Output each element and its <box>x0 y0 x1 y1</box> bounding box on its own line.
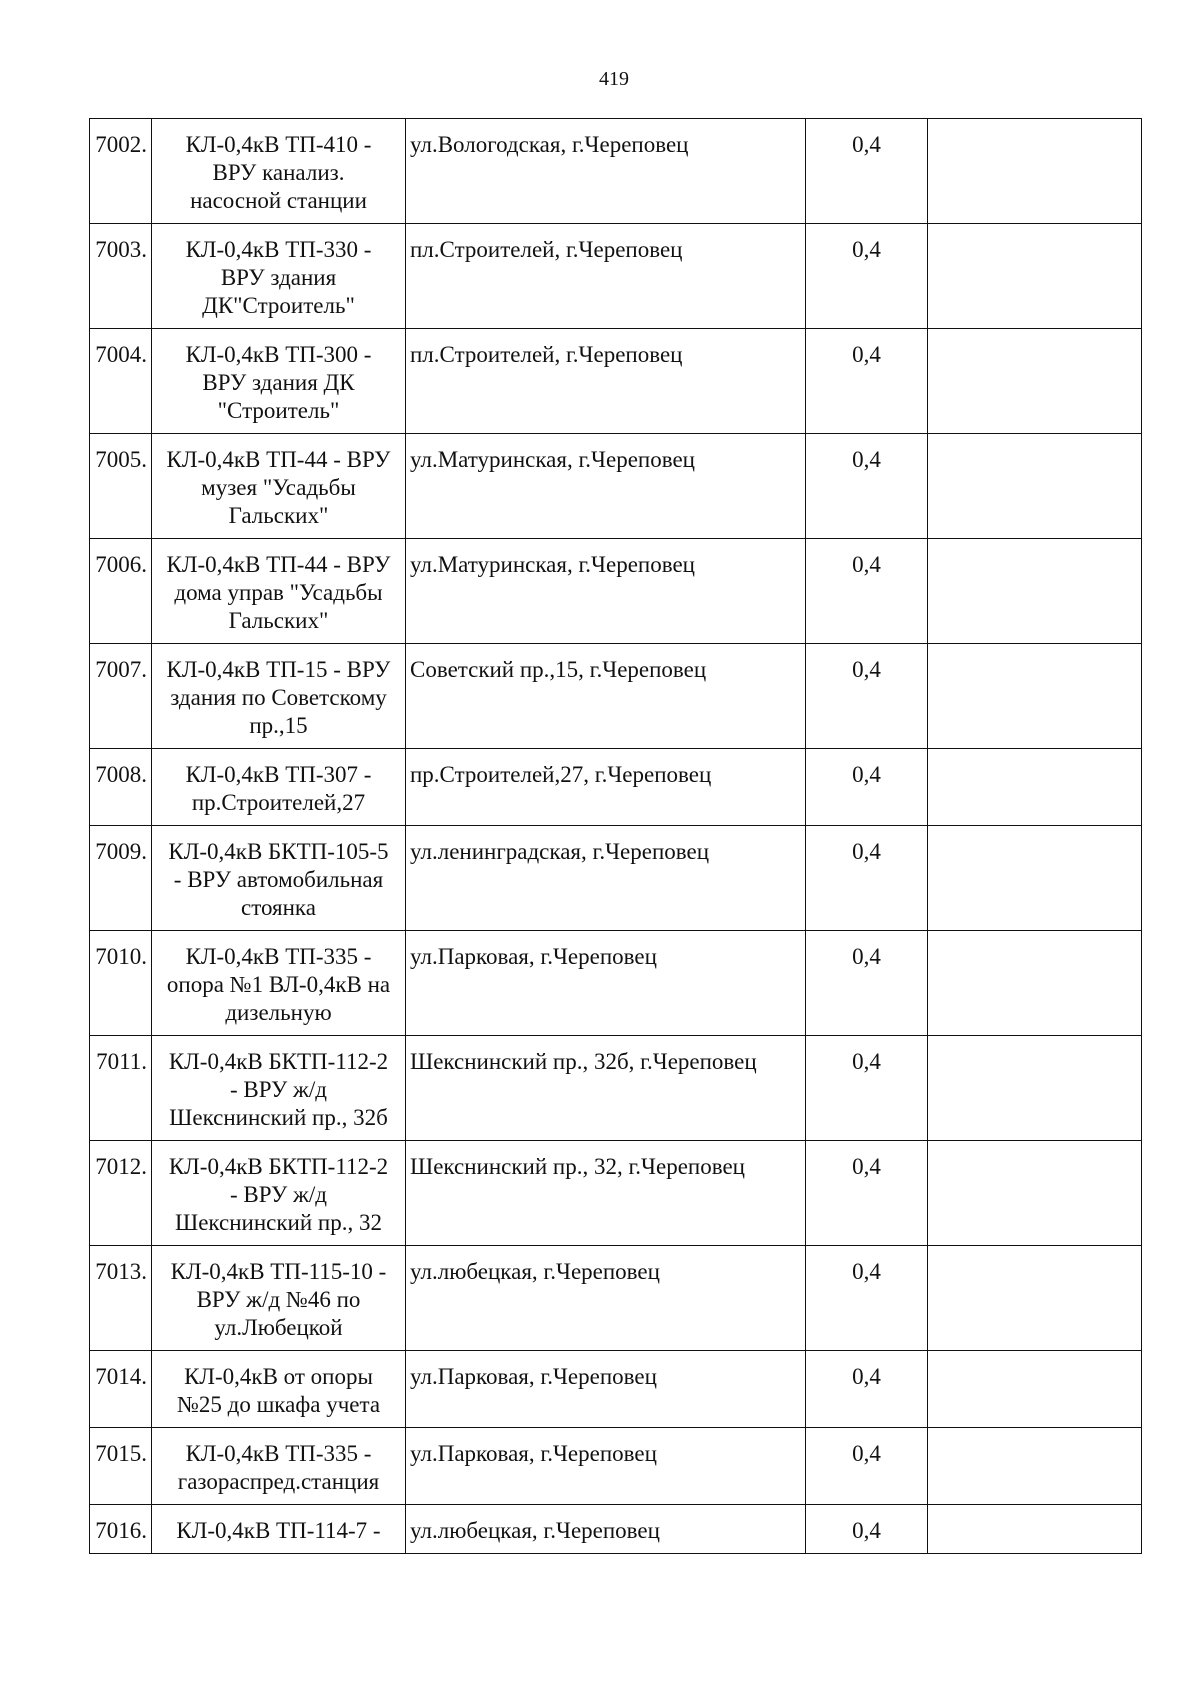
address-cell: ул.Парковая, г.Череповец <box>406 1351 806 1428</box>
cable-name-line: опора №1 ВЛ-0,4кВ на <box>166 972 391 997</box>
cable-name-line: КЛ-0,4кВ БКТП-112-2 <box>168 1154 389 1179</box>
row-number-cell: 7012. <box>90 1141 152 1246</box>
address-cell: ул.ленинградская, г.Череповец <box>406 826 806 931</box>
cable-name-cell <box>152 329 406 434</box>
cable-name-line: ДК"Строитель" <box>202 293 355 318</box>
cable-name-line: дома управ "Усадьбы <box>174 580 383 605</box>
table-row <box>90 119 1142 224</box>
cable-name-cell <box>152 826 406 931</box>
empty-cell <box>928 224 1142 329</box>
cable-name-line: КЛ-0,4кВ ТП-44 - ВРУ <box>166 552 391 577</box>
empty-cell <box>928 644 1142 749</box>
cable-name-line: КЛ-0,4кВ от опоры <box>184 1364 373 1389</box>
cable-name-cell <box>152 644 406 749</box>
cable-name-line: КЛ-0,4кВ ТП-115-10 - <box>170 1259 387 1284</box>
cable-name-line: Гальских" <box>228 608 329 633</box>
cable-name-line: стоянка <box>241 895 316 920</box>
address-cell: ул.Матуринская, г.Череповец <box>406 539 806 644</box>
cable-name-line: газораспред.станция <box>177 1469 380 1494</box>
cable-name-line: музея "Усадьбы <box>201 475 356 500</box>
cable-name-cell <box>152 749 406 826</box>
voltage-cell: 0,4 <box>806 1246 928 1351</box>
cable-name-line: №25 до шкафа учета <box>176 1392 381 1417</box>
cable-name-line: КЛ-0,4кВ ТП-410 - <box>185 132 372 157</box>
empty-cell <box>928 1505 1142 1554</box>
address-cell: ул.любецкая, г.Череповец <box>406 1505 806 1554</box>
voltage-cell: 0,4 <box>806 931 928 1036</box>
row-number-cell: 7011. <box>90 1036 152 1141</box>
empty-cell <box>928 931 1142 1036</box>
empty-cell <box>928 1428 1142 1505</box>
table-row <box>90 539 1142 644</box>
voltage-cell: 0,4 <box>806 119 928 224</box>
address-cell: ул.Матуринская, г.Череповец <box>406 434 806 539</box>
address-cell: ул.Парковая, г.Череповец <box>406 1428 806 1505</box>
empty-cell <box>928 826 1142 931</box>
cable-name-line: ВРУ канализ. <box>212 160 345 185</box>
cable-name-line: "Строитель" <box>217 398 340 423</box>
row-number-cell: 7007. <box>90 644 152 749</box>
cable-name-cell <box>152 1036 406 1141</box>
table-row <box>90 826 1142 931</box>
cable-name-cell <box>152 434 406 539</box>
empty-cell <box>928 1141 1142 1246</box>
cable-name-cell <box>152 539 406 644</box>
page-number: 419 <box>599 68 629 90</box>
row-number-cell: 7014. <box>90 1351 152 1428</box>
voltage-cell: 0,4 <box>806 1428 928 1505</box>
registry-table <box>89 118 1142 1554</box>
row-number-cell: 7013. <box>90 1246 152 1351</box>
cable-name-cell <box>152 224 406 329</box>
cable-name-line: - ВРУ ж/д <box>230 1077 327 1102</box>
address-cell: ул.Вологодская, г.Череповец <box>406 119 806 224</box>
voltage-cell: 0,4 <box>806 1505 928 1554</box>
table-row <box>90 1141 1142 1246</box>
voltage-cell: 0,4 <box>806 1036 928 1141</box>
table-row <box>90 1246 1142 1351</box>
cable-name-line: насосной станции <box>190 188 367 213</box>
address-cell: ул.Парковая, г.Череповец <box>406 931 806 1036</box>
voltage-cell: 0,4 <box>806 644 928 749</box>
address-cell: ул.любецкая, г.Череповец <box>406 1246 806 1351</box>
empty-cell <box>928 1246 1142 1351</box>
address-cell: пл.Строителей, г.Череповец <box>406 224 806 329</box>
cable-name-line: здания по Советскому <box>170 685 387 710</box>
voltage-cell: 0,4 <box>806 434 928 539</box>
registry-body <box>90 119 1142 1554</box>
table-row <box>90 1505 1142 1554</box>
voltage-cell: 0,4 <box>806 539 928 644</box>
cable-name-cell <box>152 1141 406 1246</box>
row-number-cell: 7008. <box>90 749 152 826</box>
address-cell: пр.Строителей,27, г.Череповец <box>406 749 806 826</box>
cable-name-line: - ВРУ ж/д <box>230 1182 327 1207</box>
cable-name-line: - ВРУ автомобильная <box>173 867 384 892</box>
table-row <box>90 329 1142 434</box>
row-number-cell: 7002. <box>90 119 152 224</box>
voltage-cell: 0,4 <box>806 826 928 931</box>
empty-cell <box>928 434 1142 539</box>
cable-name-line: ул.Любецкой <box>214 1315 343 1340</box>
cable-name-cell <box>152 1351 406 1428</box>
voltage-cell: 0,4 <box>806 329 928 434</box>
cable-name-line: КЛ-0,4кВ ТП-114-7 - <box>176 1518 381 1543</box>
table-row <box>90 1036 1142 1141</box>
cable-name-cell <box>152 931 406 1036</box>
row-number-cell: 7003. <box>90 224 152 329</box>
empty-cell <box>928 119 1142 224</box>
row-number-cell: 7004. <box>90 329 152 434</box>
empty-cell <box>928 1351 1142 1428</box>
voltage-cell: 0,4 <box>806 1351 928 1428</box>
cable-name-line: КЛ-0,4кВ ТП-300 - <box>185 342 372 367</box>
address-cell: пл.Строителей, г.Череповец <box>406 329 806 434</box>
cable-name-cell <box>152 1246 406 1351</box>
cable-name-cell <box>152 1505 406 1554</box>
address-cell: Советский пр.,15, г.Череповец <box>406 644 806 749</box>
empty-cell <box>928 1036 1142 1141</box>
cable-name-cell <box>152 1428 406 1505</box>
row-number-cell: 7010. <box>90 931 152 1036</box>
row-number-cell: 7006. <box>90 539 152 644</box>
cable-name-cell <box>152 119 406 224</box>
cable-name-line: КЛ-0,4кВ БКТП-112-2 <box>168 1049 389 1074</box>
table-row <box>90 224 1142 329</box>
cable-name-line: Гальских" <box>228 503 329 528</box>
cable-name-line: дизельную <box>225 1000 332 1025</box>
cable-name-line: КЛ-0,4кВ ТП-330 - <box>185 237 372 262</box>
row-number-cell: 7016. <box>90 1505 152 1554</box>
empty-cell <box>928 329 1142 434</box>
table-row <box>90 1428 1142 1505</box>
table-row <box>90 434 1142 539</box>
cable-name-line: пр.,15 <box>249 713 308 738</box>
voltage-cell: 0,4 <box>806 749 928 826</box>
row-number-cell: 7009. <box>90 826 152 931</box>
cable-name-line: Шекснинский пр., 32 <box>175 1210 382 1235</box>
voltage-cell: 0,4 <box>806 1141 928 1246</box>
table-row <box>90 644 1142 749</box>
cable-name-line: КЛ-0,4кВ ТП-335 - <box>185 944 372 969</box>
cable-name-line: КЛ-0,4кВ ТП-15 - ВРУ <box>166 657 391 682</box>
empty-cell <box>928 749 1142 826</box>
cable-name-line: КЛ-0,4кВ ТП-44 - ВРУ <box>166 447 391 472</box>
row-number-cell: 7005. <box>90 434 152 539</box>
cable-name-line: КЛ-0,4кВ БКТП-105-5 <box>168 839 389 864</box>
row-number-cell: 7015. <box>90 1428 152 1505</box>
empty-cell <box>928 539 1142 644</box>
cable-name-line: ВРУ ж/д №46 по <box>196 1287 361 1312</box>
voltage-cell: 0,4 <box>806 224 928 329</box>
cable-name-line: ВРУ здания ДК <box>202 370 355 395</box>
cable-name-line: Шекснинский пр., 32б <box>169 1105 388 1130</box>
table-row <box>90 931 1142 1036</box>
cable-name-line: ВРУ здания <box>220 265 337 290</box>
cable-name-line: пр.Строителей,27 <box>191 790 366 815</box>
address-cell: Шекснинский пр., 32, г.Череповец <box>406 1141 806 1246</box>
cable-name-line: КЛ-0,4кВ ТП-307 - <box>185 762 372 787</box>
cable-name-line: КЛ-0,4кВ ТП-335 - <box>185 1441 372 1466</box>
table-row <box>90 1351 1142 1428</box>
table-row <box>90 749 1142 826</box>
address-cell: Шекснинский пр., 32б, г.Череповец <box>406 1036 806 1141</box>
